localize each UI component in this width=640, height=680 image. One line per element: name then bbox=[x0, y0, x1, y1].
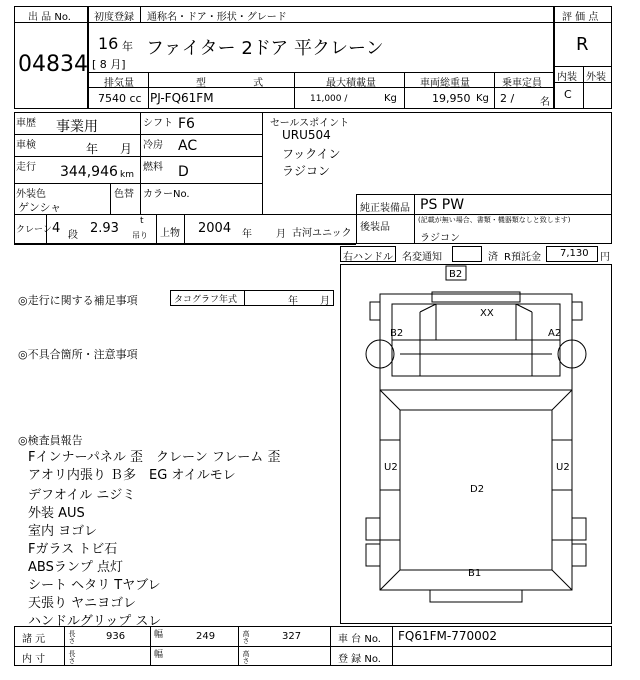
first-registration-label: 初度登録 bbox=[94, 12, 134, 23]
crane-maker: 古河ユニック bbox=[292, 228, 352, 239]
inspector-line-1: Fインナーパネル 歪 クレーン フレーム 歪 bbox=[28, 450, 281, 465]
fuel-value: D bbox=[178, 164, 189, 180]
displacement-label: 排気量 bbox=[104, 78, 134, 89]
gross-weight-unit: Kg bbox=[476, 93, 489, 104]
max-load: 11,000 / bbox=[310, 94, 348, 104]
interior-dimensions-label: 内 寸 bbox=[22, 654, 46, 665]
chassis-number-label: 車 台 No. bbox=[338, 634, 381, 645]
overall-grade: R bbox=[576, 34, 589, 55]
interior-length-label: 長さ bbox=[68, 650, 76, 664]
inspection-year: 年 bbox=[86, 142, 99, 156]
sales-point-2: フックイン bbox=[282, 147, 341, 161]
mount-label: 上物 bbox=[160, 228, 180, 239]
inspector-line-5: 室内 ヨゴレ bbox=[28, 524, 98, 539]
mileage: 344,946 bbox=[60, 164, 118, 180]
registration-year: 16 bbox=[98, 34, 119, 53]
aftermarket-label: 後装品 bbox=[360, 222, 390, 233]
crane-month-unit: 月 bbox=[276, 229, 286, 240]
model-code-label: 型 式 bbox=[196, 78, 286, 89]
fuel-label: 燃料 bbox=[143, 162, 163, 173]
left-front-damage-mark: B2 bbox=[390, 328, 404, 339]
standard-equipment: PS PW bbox=[420, 197, 465, 213]
inspector-line-10: ハンドルグリップ スレ bbox=[28, 614, 162, 629]
front-damage-mark: B2 bbox=[449, 269, 463, 280]
aircon-label: 冷房 bbox=[143, 140, 163, 151]
tachograph-month: 月 bbox=[320, 296, 330, 307]
crane-capacity-unit-top: t bbox=[140, 216, 144, 226]
capacity-label: 乗車定員 bbox=[502, 78, 542, 89]
left-side-damage-mark: U2 bbox=[384, 462, 398, 473]
interior-height-label: 高さ bbox=[242, 650, 250, 664]
grade-label: 評 価 点 bbox=[562, 12, 599, 23]
chassis-number: FQ61FM-770002 bbox=[398, 629, 498, 643]
truck-top-view-diagram bbox=[340, 264, 612, 624]
model-code: PJ-FQ61FM bbox=[150, 91, 214, 105]
inspector-line-6: Fガラス トビ石 bbox=[28, 542, 118, 557]
color-code-label: カラーNo. bbox=[143, 189, 190, 200]
inspection-label: 車検 bbox=[16, 140, 36, 151]
model-name-label: 通称名・ドア・形状・グレード bbox=[147, 12, 287, 23]
shift-label: シフト bbox=[143, 118, 173, 129]
seating-capacity: 2 / bbox=[500, 92, 515, 105]
crane-stages: 4 bbox=[52, 221, 61, 236]
tachograph-year: 年 bbox=[288, 296, 298, 307]
inspector-line-9: 天張り ヤニヨゴレ bbox=[28, 596, 137, 611]
interior-width-label: 幅 bbox=[154, 650, 164, 660]
registration-number-label: 登 録 No. bbox=[338, 654, 381, 665]
displacement: 7540 cc bbox=[98, 92, 142, 105]
inspector-line-7: ABSランプ 点灯 bbox=[28, 560, 123, 575]
windshield-damage-mark: XX bbox=[480, 308, 494, 319]
inspection-month: 月 bbox=[120, 142, 133, 156]
exterior-grade-label: 外装 bbox=[586, 72, 606, 83]
name-change-box bbox=[452, 246, 482, 262]
shift-value: F6 bbox=[178, 116, 195, 132]
sales-point-1: URU504 bbox=[282, 128, 331, 142]
crane-year-unit: 年 bbox=[242, 229, 252, 240]
crane-label: クレーン bbox=[16, 225, 52, 235]
crane-capacity-unit-bottom: 吊り bbox=[132, 231, 148, 240]
vehicle-height: 327 bbox=[282, 631, 302, 642]
interior-grade-label: 内装 bbox=[557, 72, 577, 83]
sales-points-label: セールスポイント bbox=[270, 118, 350, 129]
inspector-line-3: デフオイル ニジミ bbox=[28, 488, 136, 503]
aftermarket-item: ラジコン bbox=[420, 233, 460, 244]
vehicle-length: 936 bbox=[106, 631, 126, 642]
registration-month: [ 8 月] bbox=[92, 58, 126, 71]
tachograph-label: タコグラフ年式 bbox=[174, 295, 238, 305]
width-label: 幅 bbox=[154, 630, 164, 640]
length-label: 長さ bbox=[68, 630, 76, 644]
mileage-label: 走行 bbox=[16, 162, 36, 173]
aircon-value: AC bbox=[178, 138, 198, 154]
steering-side: 右ハンドル bbox=[343, 252, 393, 263]
max-load-unit: Kg bbox=[384, 93, 397, 104]
vehicle-model-name: ファイター 2ドア 平クレーン bbox=[146, 38, 384, 59]
name-change-label: 名変通知 bbox=[402, 252, 442, 263]
registration-year-unit: 年 bbox=[122, 40, 133, 53]
stamp-mark: 済 bbox=[488, 252, 498, 263]
recycle-label: R預託金 bbox=[504, 252, 541, 263]
defects-label: ◎不具合箇所・注意事項 bbox=[18, 348, 138, 361]
recycle-unit: 円 bbox=[600, 252, 610, 263]
equipment-label: 純正装備品 bbox=[360, 203, 410, 214]
crane-stages-unit: 段 bbox=[68, 230, 78, 241]
driving-notes-label: ◎走行に関する補足事項 bbox=[18, 294, 138, 307]
history-label: 車歴 bbox=[16, 118, 36, 129]
height-label: 高さ bbox=[242, 630, 250, 644]
inspector-line-2: アオリ内張り Ｂ多 EG オイルモレ bbox=[28, 468, 236, 483]
max-load-label: 最大積載量 bbox=[326, 78, 376, 89]
rear-damage-mark: B1 bbox=[468, 568, 482, 579]
specs-label: 諸 元 bbox=[22, 634, 46, 645]
exterior-color: ゲンシャ bbox=[18, 201, 62, 214]
vehicle-width: 249 bbox=[196, 631, 216, 642]
inspector-line-4: 外装 AUS bbox=[28, 506, 85, 521]
inspector-report-label: ◎検査員報告 bbox=[18, 434, 83, 447]
sales-point-3: ラジコン bbox=[282, 164, 331, 178]
right-side-damage-mark: U2 bbox=[556, 462, 570, 473]
color-change-label: 色替 bbox=[114, 189, 134, 200]
seating-capacity-unit: 名 bbox=[540, 97, 550, 108]
bed-damage-mark: D2 bbox=[470, 484, 485, 495]
recycle-amount: 7,130 bbox=[560, 248, 589, 259]
lot-number: 04834 bbox=[18, 52, 88, 77]
crane-year: 2004 bbox=[198, 221, 232, 236]
aftermarket-note: (記載が無い場合、書類・機器類なしと致します) bbox=[418, 216, 571, 224]
lot-number-label: 出 品 No. bbox=[28, 12, 71, 23]
mileage-unit: km bbox=[120, 170, 134, 180]
gross-weight-label: 車両総重量 bbox=[420, 78, 470, 89]
crane-capacity: 2.93 bbox=[90, 221, 119, 236]
inspector-line-8: シート ヘタリ Tヤブレ bbox=[28, 578, 161, 593]
right-front-damage-mark: A2 bbox=[548, 328, 562, 339]
gross-weight: 19,950 bbox=[432, 92, 471, 105]
exterior-color-label: 外装色 bbox=[16, 189, 46, 200]
vehicle-history: 事業用 bbox=[56, 119, 98, 135]
interior-grade: C bbox=[564, 88, 572, 101]
